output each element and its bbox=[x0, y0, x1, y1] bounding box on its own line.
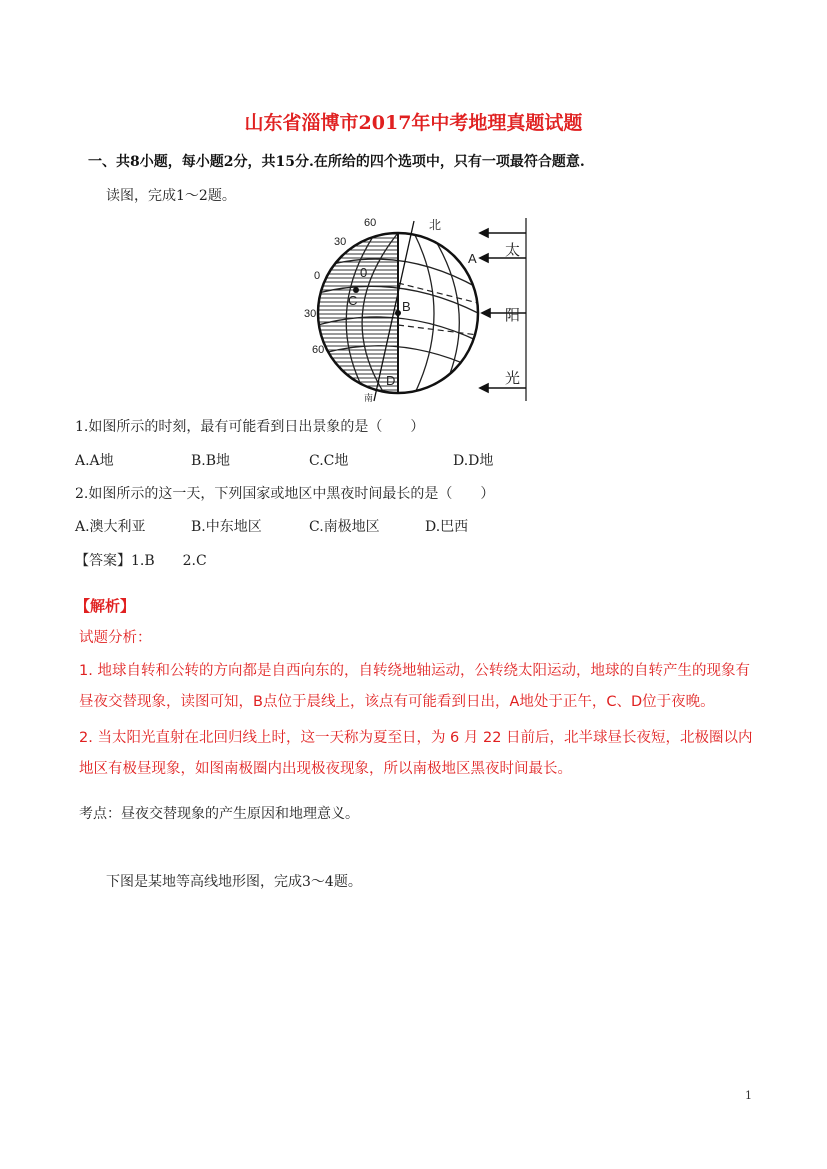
section-heading: 一、共8小题，每小题2分，共15分.在所给的四个选项中，只有一项最符合题意. bbox=[88, 154, 585, 170]
analysis-p2-line1: 2. 当太阳光直射在北回归线上时，这一天称为夏至日，为 6 月 22 日前后，北半球昼长夜短，北极圈以内 bbox=[79, 730, 753, 746]
analysis-p1-line1: 1. 地球自转和公转的方向都是自西向东的，自转绕地轴运动，公转绕太阳运动，地球的自转产生的现象有 bbox=[79, 663, 750, 679]
q1-option-d: D.D地 bbox=[453, 453, 494, 469]
question-1-stem: 1.如图所示的时刻，最有可能看到日出景象的是（ ） bbox=[75, 419, 425, 435]
q2-option-a: A.澳大利亚 bbox=[75, 519, 146, 535]
lat-60n-label: 60 bbox=[364, 217, 377, 229]
intro-text: 读图，完成1～2题。 bbox=[106, 188, 236, 204]
next-intro-text: 下图是某地等高线地形图，完成3～4题。 bbox=[106, 874, 362, 890]
analysis-label: 试题分析： bbox=[79, 630, 152, 646]
analysis-p1-line2: 昼夜交替现象，读图可知，B点位于晨线上，该点有可能看到日出，A地处于正午，C、D位于夜晚。 bbox=[79, 694, 715, 710]
kaodian-text: 考点：昼夜交替现象的产生原因和地理意义。 bbox=[79, 806, 359, 822]
analysis-heading: 【解析】 bbox=[75, 597, 136, 615]
globe-diagram bbox=[304, 213, 532, 403]
lat-0-label: 0 bbox=[314, 270, 321, 282]
sun-label-2: 阳 bbox=[505, 306, 521, 324]
point-b-dot bbox=[395, 310, 401, 316]
point-c-label: C bbox=[348, 293, 358, 308]
south-label: 南 bbox=[364, 393, 374, 403]
q2-option-b: B.中东地区 bbox=[191, 519, 262, 535]
point-b-label: B bbox=[402, 299, 411, 314]
lat-60s-label: 60 bbox=[312, 344, 325, 356]
page-number: 1 bbox=[745, 1089, 752, 1102]
page-title: 山东省淄博市2017年中考地理真题试题 bbox=[244, 112, 583, 134]
answer-line: 【答案】1.B 2.C bbox=[75, 553, 207, 569]
q2-option-c: C.南极地区 bbox=[309, 519, 380, 535]
q2-option-d: D.巴西 bbox=[425, 519, 469, 535]
q1-option-c: C.C地 bbox=[309, 453, 349, 469]
point-a-label: A bbox=[468, 251, 477, 266]
lat-30s-label: 30 bbox=[304, 308, 317, 320]
north-label: 北 bbox=[429, 218, 442, 232]
sun-label-1: 太 bbox=[505, 241, 521, 259]
q1-option-b: B.B地 bbox=[191, 453, 231, 469]
question-2-stem: 2.如图所示的这一天，下列国家或地区中黑夜时间最长的是（ ） bbox=[75, 486, 495, 502]
lat-30n-label: 30 bbox=[334, 236, 347, 248]
q1-option-a: A.A地 bbox=[75, 453, 114, 469]
lat-0-inner-label: 0 bbox=[360, 265, 368, 280]
analysis-p2-line2: 地区有极昼现象，如图南极圈内出现极夜现象，所以南极地区黑夜时间最长。 bbox=[79, 761, 572, 777]
sun-label-3: 光 bbox=[505, 369, 521, 387]
earth-illumination-figure bbox=[304, 213, 532, 403]
point-d-label: D bbox=[386, 373, 396, 388]
